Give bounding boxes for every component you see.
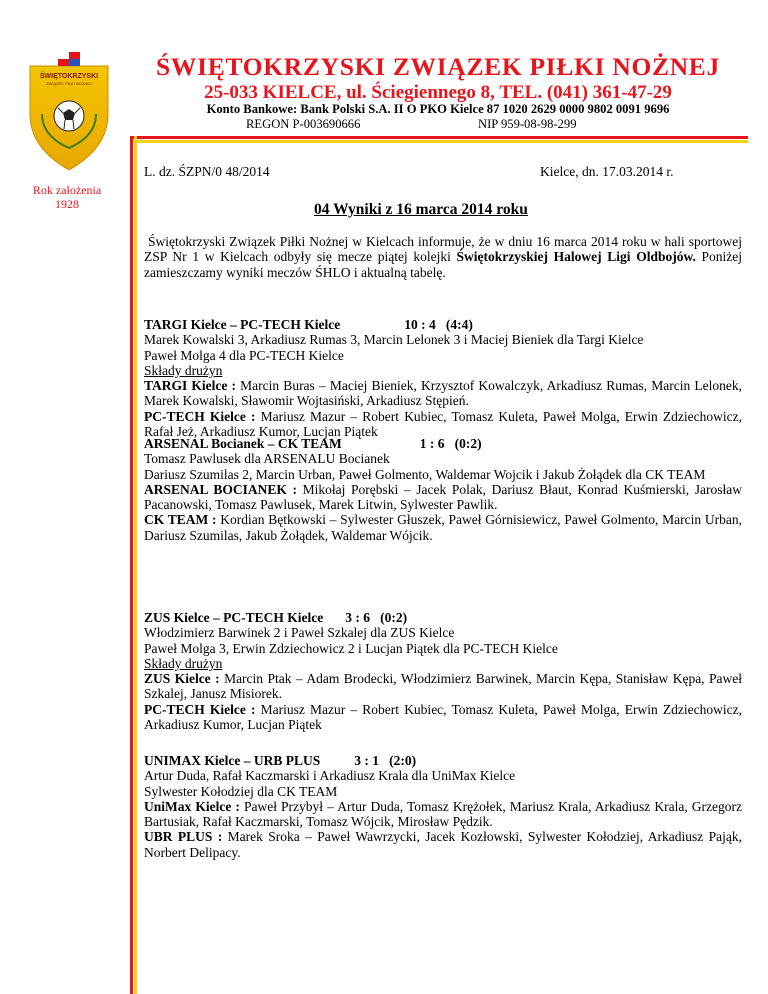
squad-entry [144,702,742,733]
founded-label: Rok założenia [32,183,102,197]
squads-label: Składy drużyn [144,655,223,671]
match-teams: ARSENAL Bocianek – CK TEAM [144,436,342,451]
halftime-score: (0:2) [454,436,482,451]
squads-label: Składy drużyn [144,362,223,378]
match-block [144,753,742,860]
squad-team: PC-TECH Kielce : [144,701,256,717]
bank-account: Konto Bankowe: Bank Polski S.A. II O PKO Kielce 87 1020 2629 0000 9802 0091 9696 [206,102,670,116]
match-header [144,436,742,451]
intro-text-end: Poniżej zamieszczamy wyniki meczów ŚHLO i aktualną tabelę. [144,249,743,280]
scorers-line: Artur Duda, Rafał Kaczmarski i Arkadiusz Krala dla UniMax Kielce [144,768,516,784]
document-title: 04 Wyniki z 16 marca 2014 roku [314,201,528,218]
scorers-line: Tomasz Pawlusek dla ARSENALU Bocianek [144,451,390,467]
squad-entry [144,799,742,830]
header-divider-yellow [130,140,748,143]
intro-text: Świętokrzyski Związek Piłki Nożnej w Kielcach informuje, że w dniu 16 marca 2014 roku w hali sportowej ZSP Nr 1 w Kielcach odbyły się mecze piątej kolejki [144,234,742,265]
match-header [144,317,742,332]
squad-team: UBR PLUS : [144,829,223,845]
founded-year: 1928 [55,197,79,211]
squad-players: Mikołaj Porębski – Jacek Polak, Dariusz Błaut, Konrad Kuśmierski, Jarosław Pacanowski, Tomasz Pawlusek, Marek Litwin, Sylwester Pawlik. [144,481,742,513]
federation-logo [28,52,110,172]
match-block [144,317,742,439]
match-score: 10 : 4 [404,317,436,332]
squad-entry [144,378,742,409]
scorers-line: Paweł Molga 4 dla PC-TECH Kielce [144,347,344,363]
squad-players: Marcin Buras – Maciej Bieniek, Krzysztof Kowalczyk, Arkadiusz Rumas, Marcin Lelonek, Marek Kowalski, Sławomir Wojtasiński, Arkadiusz Stępień. [144,378,743,409]
match-teams: TARGI Kielce – PC-TECH Kielce [144,317,341,332]
federation-title: ŚWIĘTOKRZYSKI ZWIĄZEK PIŁKI NOŻNEJ [156,52,720,81]
founded-note [24,183,110,211]
scorers-line: Sylwester Kołodziej dla CK TEAM [144,783,338,799]
match-score: 3 : 1 [354,753,379,768]
squad-entry [144,482,742,513]
letter-date: Kielce, dn. 17.03.2014 r. [540,164,674,179]
match-score: 1 : 6 [419,436,445,451]
match-header [144,753,742,768]
squad-players: Mariusz Mazur – Robert Kubiec, Tomasz Kuleta, Paweł Molga, Erwin Zdziechowicz, Arkadiusz Kumor, Lucjan Piątek [144,701,742,733]
scorers-line: Dariusz Szumilas 2, Marcin Urban, Paweł Golmento, Waldemar Wojcik i Jakub Żołądek dla CK TEAM [144,466,706,482]
header-divider-red [130,136,748,139]
squad-entry [144,409,742,440]
halftime-score: (2:0) [389,753,417,768]
squad-players: Marek Sroka – Paweł Wawrzycki, Jacek Kozłowski, Sylwester Kołodziej, Arkadiusz Pająk, Norbert Delipacy. [144,829,743,860]
squad-players: Marcin Ptak – Adam Brodecki, Włodzimierz Barwinek, Marcin Kępa, Stanisław Kępa, Paweł Szkalej, Janusz Misiorek. [144,671,742,702]
squad-team: ARSENAL BOCIANEK : [144,481,298,497]
squad-team: PC-TECH Kielce : [144,408,256,424]
squad-team: TARGI Kielce : [144,378,237,394]
squad-players: Mariusz Mazur – Robert Kubiec, Tomasz Kuleta, Paweł Molga, Erwin Zdziechowicz, Rafał Jeż, Arkadiusz Kumor, Lucjan Piątek [144,408,742,440]
reference-number: L. dz. ŚZPN/0 48/2014 [144,164,270,179]
match-block [144,610,742,732]
halftime-score: (4:4) [445,317,473,332]
regon-number: REGON P-003690666 [246,117,361,131]
squad-players: Kordian Bętkowski – Sylwester Głuszek, Paweł Górnisiewicz, Paweł Golmento, Marcin Urban, Dariusz Szumilas, Jakub Żołądek, Waldemar Wójcik. [144,512,742,543]
squad-players: Paweł Przybył – Artur Duda, Tomasz Krężołek, Mariusz Krala, Arkadiusz Krala, Grzegorz Bartusiak, Rafał Kaczmarski, Tomasz Wójcik, Mirosław Pędzik. [144,798,742,830]
league-name: Świętokrzyskiej Halowej Ligi Oldbojów. [456,249,696,265]
federation-address: 25-033 KIELCE, ul. Ściegiennego 8, TEL. (041) 361-47-29 [204,82,672,103]
margin-line-yellow [134,136,137,994]
match-teams: ZUS Kielce – PC-TECH Kielce [144,610,324,625]
match-block [144,436,742,543]
halftime-score: (0:2) [380,610,408,625]
logo-text: ŚWIĘTOKRZYSKI [39,73,99,80]
squad-entry [144,671,742,702]
match-header [144,610,742,625]
scorers-line: Paweł Molga 3, Erwin Zdziechowicz 2 i Lucjan Piątek dla PC-TECH Kielce [144,640,558,656]
squad-entry [144,829,742,860]
intro-paragraph [144,234,742,280]
squad-entry [144,512,742,543]
squad-team: UniMax Kielce : [144,798,240,814]
nip-number: NIP 959-08-98-299 [478,117,577,131]
scorers-line: Włodzimierz Barwinek 2 i Paweł Szkalej dla ZUS Kielce [144,625,455,641]
match-teams: UNIMAX Kielce – URB PLUS [144,753,321,768]
squad-team: ZUS Kielce : [144,671,220,687]
match-score: 3 : 6 [345,610,370,625]
margin-line-red [130,136,133,994]
scorers-line: Marek Kowalski 3, Arkadiusz Rumas 3, Marcin Lelonek 3 i Maciej Bieniek dla Targi Kielce [144,332,644,348]
squad-team: CK TEAM : [144,512,217,528]
svg-text:ZWIĄZEK PIŁKI NOŻNEJ: ZWIĄZEK PIŁKI NOŻNEJ [46,81,92,86]
